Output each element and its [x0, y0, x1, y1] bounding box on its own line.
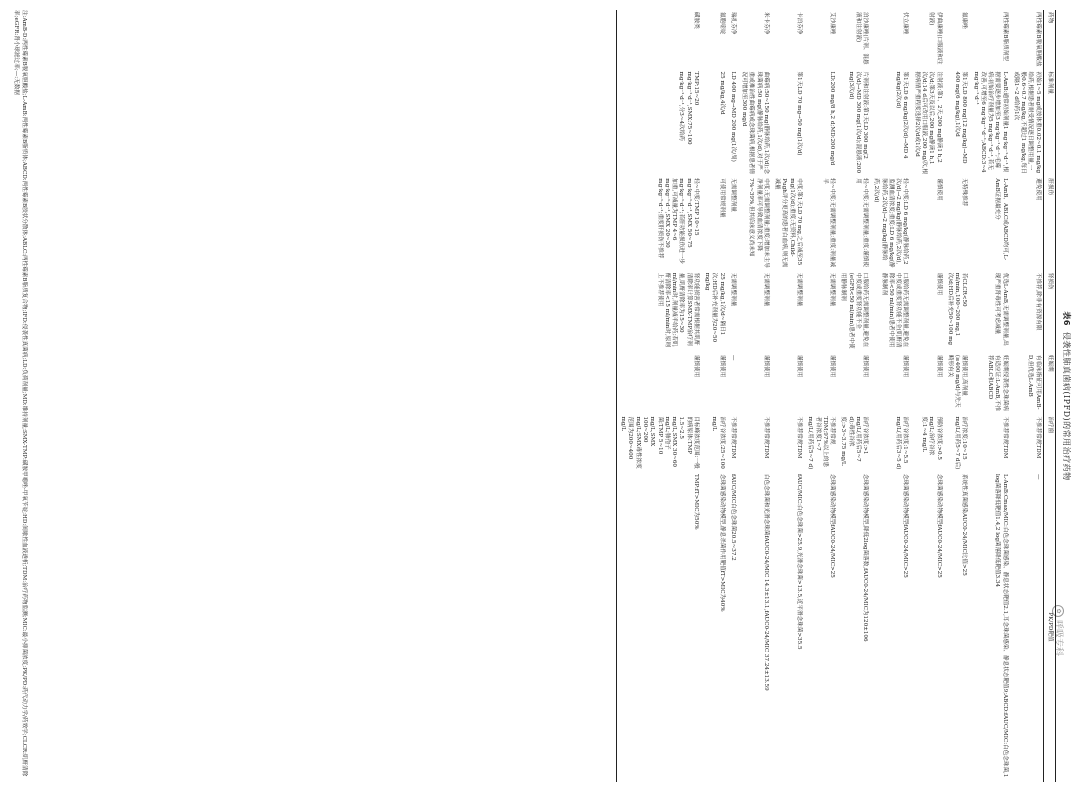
table-note: 注:AmB-D:两性霉素B脱氧胆酸盐;L-AmB:两性霉素B脂质体;ABCD:两性霉素B胶状分散体;ABLC:两性霉素B脂质复合物;IFD:侵袭性真菌病;LD:负荷剂量;MD:维持剂量;SMX-TMP:磺胺甲噁唑-甲氧苄啶;HD:间歇性血液透析;TDM:治疗药物监测;MIC:最小抑菌浓度;PK/PD:药代动力学/药效学;CLCR:肌酐清除率;eGFR:肾小球滤过率;—:无数据 — [12, 10, 27, 777]
table-row — [804, 10, 837, 782]
table-title-text: 侵袭性肺真菌病(IPFD)的常用治疗药物 — [1062, 331, 1071, 481]
cell-kidney: 口服给药无需调整剂量,避免在中度或重度肾功能不全(肌酐清除率<50 ml/min)患者中使用静脉制剂 — [880, 272, 909, 348]
cell-tdm: 不推荐常规TDM — [729, 416, 736, 459]
cell-dose: 注射液:第1、2天,200 mg静滴1 h,2次/d;第3天及以后,200 mg静滴1 h,1次/d;14 d后可改用口服液,200 mg/次,根据病情严重程度选择2次/d或1次/d — [913, 71, 942, 175]
cell-drug: 伏立康唑 — [902, 12, 909, 35]
cell-pregnancy: 谨慎使用 — [762, 354, 769, 378]
cell-pregnancy: 谨慎使用 — [692, 354, 699, 378]
cell-pkpd: — — [1034, 473, 1041, 480]
cell-liver: 中度:无需调整剂量;重度:增加未主导净剂量率可导致血清浓度下降7%~39%,但其临床意义尚未知 — [748, 178, 769, 268]
cell-tdm: 治疗谷浓度:1~5.5 mg/L(用药后3~5 d) — [895, 416, 909, 470]
cell-kidney: 无需调整剂量 — [729, 272, 736, 307]
cell-drug: 磺胺类 — [692, 12, 699, 29]
table-row — [738, 10, 771, 782]
cell-kidney: 谨慎使用 — [935, 272, 942, 296]
cell-tdm: 不推荐常规TDM — [1034, 416, 1041, 459]
cell-dose: 第1天LD 6 mg/kg(2次/d)→MD 4 mg/kg(2次/d) — [895, 71, 909, 159]
header-tdm: 治疗窗 — [1047, 416, 1053, 434]
cell-dose: 25 mg/kg,4次/d — [718, 71, 725, 115]
cell-pkpd: 念珠菌感染动物模型,降低2log菌落数,fAUC0-24/MIC为120±106 — [862, 473, 869, 642]
cell-dose: 第1天LD 70 mg→50 mg(1次/d) — [796, 71, 803, 156]
cell-tdm: 治疗浓度:10~15 mg/L(用药5~7 d后) — [954, 416, 968, 470]
cell-pregnancy: 谨慎使用 — [718, 354, 725, 378]
header-dose: 标准剂量 — [1047, 71, 1053, 94]
table-row — [870, 10, 910, 782]
cell-dose: 片剂和注射液:第1天LD 300 mg(2次/d)→MD 300 mg(1次/d);混悬液:200 mg(3次/d) — [847, 71, 869, 174]
header-drug: 药物 — [1047, 12, 1053, 24]
table-row — [727, 10, 738, 782]
cell-dose: 第1天LD 800 mg(12 mg/kg)→MD 400 mg(6 mg/kg),1次/d — [954, 71, 968, 164]
table-number: 表6 — [1062, 311, 1071, 326]
drug-table — [616, 10, 1056, 782]
watermark-text: 呼吸专科 — [1053, 620, 1063, 657]
cell-liver: L-AmB、ABLC或ABCD均可,L-AmB证据最充分 — [994, 178, 1008, 261]
cell-pregnancy: 谨慎使用 — [796, 354, 803, 378]
cell-liver: 中度:第1天LD 70 mg,之后减至35 mg(1次/d);重度:无资料,Child-Pugh评分更高的患者白血病,则无需减量 — [774, 178, 803, 268]
cell-drug: 氟胞嘧啶 — [718, 12, 725, 35]
cell-liver: 轻~中度:TMP 10~15 mg·kg⁻¹·d⁻¹,SMX 50~75 mg·kg⁻¹·d⁻¹;若肝功能损伤进一步加重,可减量为TMP 4~6 mg·kg⁻¹·d⁻¹,SMX 20~30 mg·kg⁻¹·d⁻¹;重度肝损伤不推荐 — [656, 178, 699, 264]
cell-pkpd: fAUC/MIC:白色念珠菌>25.9,光滑念珠菌>13.5,近平滑念珠菌>35.5 — [796, 473, 803, 650]
cell-pregnancy: 谨慎使用 — [862, 354, 869, 378]
cell-tdm: 目标峰浓度范围:一般的病原体:TMP 1.5~2.5 mg/L,SMX 30~60 mg/L;肺孢子菌:TMP 5~10 mg/L,SMX 100~200 mg/L;SMX毒性浓度范围为200~400 mg/L — [620, 416, 699, 469]
cell-kidney: 不推荐,除非有资源有限 — [1034, 272, 1041, 331]
cell-kidney: 无需调整剂量 — [796, 272, 803, 307]
table-row — [969, 10, 1009, 782]
cell-drug: 瑞扎芬净 — [729, 12, 736, 35]
cell-tdm: 预防谷浓度:>0.5 mg/L;治疗谷浓度:1~4 mg/L — [921, 416, 942, 460]
cell-pregnancy: 谨慎使用 — [902, 354, 909, 378]
table-row — [701, 10, 727, 782]
cell-pkpd: TMP:fT>MIC为50% — [692, 473, 699, 530]
table-row — [944, 10, 970, 782]
cell-pkpd: 念珠菌感染动物模型,静息杀菌作用靶值fT>MIC为40% — [718, 473, 725, 612]
cell-liver: 轻~中度:无需调整剂量;重度:剂量减半 — [821, 178, 836, 267]
cell-dose: LD:200 mg/8 h,2 d;MD:200 mg/d — [829, 71, 836, 166]
cell-pregnancy: 谨慎使用,高剂量(≥400 mg/d)与先天畸形有关 — [946, 354, 968, 408]
cell-pregnancy: 谨慎使用 — [829, 354, 836, 378]
header-kidney: 肾损伤 — [1047, 272, 1053, 290]
table-row — [837, 10, 870, 782]
cell-liver: 无需调整剂量 — [729, 178, 736, 212]
cell-dose: 曲霉病:50~150 mg(静脉给药,1次/d);念珠菌病:50 mg(静脉给药,1次/d),对于严重或难治性曲霉病或念珠菌病,根据患者情况可增加至300 mg/d — [741, 71, 769, 174]
table-header-row — [1043, 10, 1055, 782]
cell-pregnancy: 妊娠期侵袭性念珠菌病有适应证:L-AmB,不推荐ABLC和ABCD — [987, 354, 1008, 412]
cell-liver: 轻~中度:LD 6 mg/kg(静脉给药,2次/d)→2 mg/kg(静脉给药,2次/d),监测血清浓度;重度:LD 6 mg/kg(静脉给药,2次/d)→2 mg/kg(静脉给药,2次/d) — [873, 178, 909, 268]
cell-drug: 伊曲康唑(口服液和注射液) — [928, 12, 942, 65]
cell-drug: 卡泊芬净 — [796, 12, 803, 35]
table-title — [1061, 0, 1072, 792]
cell-pkpd: L-AmB:Cmax/MIC:白色念珠菌感染、静息状态靶值2.1,耳念珠菌感染、静息状态靶值9;ABCD:fAUC/MIC:白色念珠菌,1 log菌落降低靶值1.4,2 log菌落降低靶值3.34 — [994, 473, 1008, 778]
cell-kidney: 25 mg/kg,1次/d~隔日1次;HD后补充剂量为20~50 mg/kg — [704, 272, 725, 343]
cell-drug: 艾沙康唑 — [829, 12, 836, 35]
cell-tdm: 治疗谷浓度:>1 mg/L(用药后5~7 d);毒性谷浓度:>3~3.75 mg/L — [840, 416, 869, 466]
header-pregnancy: 妊娠期 — [1047, 354, 1053, 372]
cell-drug: 米卡芬净 — [762, 12, 769, 35]
cell-pkpd: 系统性真菌感染AUC0-24/MIC比值>25 — [961, 473, 968, 576]
cell-liver: 避免使用 — [1034, 178, 1041, 201]
cell-kidney: 优选L-AmB,无需调整剂量,出现严重肾毒性可考虑减量 — [994, 272, 1008, 346]
cell-kidney: 无需调整剂量 — [829, 272, 836, 307]
cell-tdm: 治疗谷浓度:25~100 mg/L — [711, 416, 725, 469]
cell-drug: 两性霉素B脱氧胆酸盐 — [1034, 12, 1041, 67]
cell-tdm: 不推荐常规TDM — [796, 416, 803, 459]
cell-kidney: 若CLCR<50 ml/min,100~200 mg,1次/d;HD后补充50~100 mg — [946, 272, 968, 345]
cell-tdm: 不推荐常规TDM;97%以上的患者谷浓度1~7 mg/L(用药后5~7 d) — [807, 416, 836, 470]
header-pkpd: PK/PD靶值 — [1047, 612, 1053, 642]
cell-pregnancy: 有临床指征可用AmB-D,但优选L-AmB — [1027, 354, 1041, 410]
table-row — [616, 10, 700, 782]
cell-dose: 初始1~5 mg或按体重0.02~0.1 mg/kg给药,根据患者耐受情况逐日调整用量,一般0.6~0.7 mg/kg,不超过1 mg/kg,每日或隔1~2 d给药1次 — [1012, 71, 1041, 174]
cell-pregnancy: — — [729, 354, 736, 361]
cell-liver: 可使用常规剂量 — [718, 178, 725, 218]
cell-liver: 无特殊推荐 — [961, 178, 968, 207]
cell-dose: L-AmB:通常初始剂量1 mg·kg⁻¹·d⁻¹,根据需要逐步增加至3 mg·kg⁻¹·d⁻¹;毛霉病:初始治疗剂量为5 mg·kg⁻¹·d⁻¹,若无改善,可增至6 mg·kg⁻¹·d⁻¹;ABCD:3~4 mg·kg⁻¹·d⁻¹ — [972, 71, 1008, 173]
cell-liver: 谨慎使用 — [935, 178, 942, 201]
cell-pkpd: 白色念珠菌和光滑念珠菌fAUC0-24/MIC 14.3±13.1,fAUC0-24/MIC 37.24±13.59 — [762, 473, 769, 691]
cell-drug: 氟康唑 — [961, 12, 968, 29]
table-row — [771, 10, 804, 782]
cell-pregnancy: 谨慎使用 — [935, 354, 942, 378]
cell-kidney: 无需调整剂量 — [762, 272, 769, 307]
cell-pkpd: 念珠菌感染动物模型fAUC0-24/MIC>25 — [829, 473, 836, 578]
cell-pkpd: 念珠菌感染动物模型fAUC0-24/MIC>25 — [935, 473, 942, 578]
cell-pkpd: fAUC/MIC白色念珠菌20.5~37.2 — [729, 473, 736, 561]
cell-liver: 轻~中度:无需调整剂量;重度:谨慎使用 — [854, 178, 869, 267]
cell-tdm: 不推荐常规TDM — [1001, 416, 1008, 459]
cell-drug: 泊沙康唑(片剂、混悬液和注射液) — [854, 12, 869, 65]
header-liver: 肝损伤 — [1047, 178, 1053, 196]
cell-kidney: 肾功能损害者常需根据其肌酐清除率计算SMX-TMP治疗剂量,肌酐清除率为15~30 ml/min时,剂量减半给药;若肌酐清除率<15 ml/min时,原则上不推荐使用 — [656, 272, 699, 347]
cell-drug: 两性霉素B脂质剂型 — [1001, 12, 1008, 61]
table-row — [910, 10, 943, 782]
watermark-logo-icon: ✿ — [1053, 605, 1065, 617]
cell-pkpd: 念珠菌感染动物模型fAUC0-24/MIC>25 — [902, 473, 909, 578]
cell-dose: TMP:15~20 mg·kg⁻¹·d⁻¹,SMX:75~100 mg·kg⁻¹·d⁻¹,分3~4次给药 — [678, 71, 699, 145]
cell-kidney: 口服给药无需调整剂量,避免在中度或重度肾功能不全(eGFR<50 ml/min)患者中使用静脉制剂 — [840, 272, 869, 349]
cell-tdm: 不推荐常规TDM — [762, 416, 769, 459]
cell-dose: LD 400 mg→MD 200 mg(1次/周) — [729, 71, 736, 162]
table-row — [1010, 10, 1044, 782]
